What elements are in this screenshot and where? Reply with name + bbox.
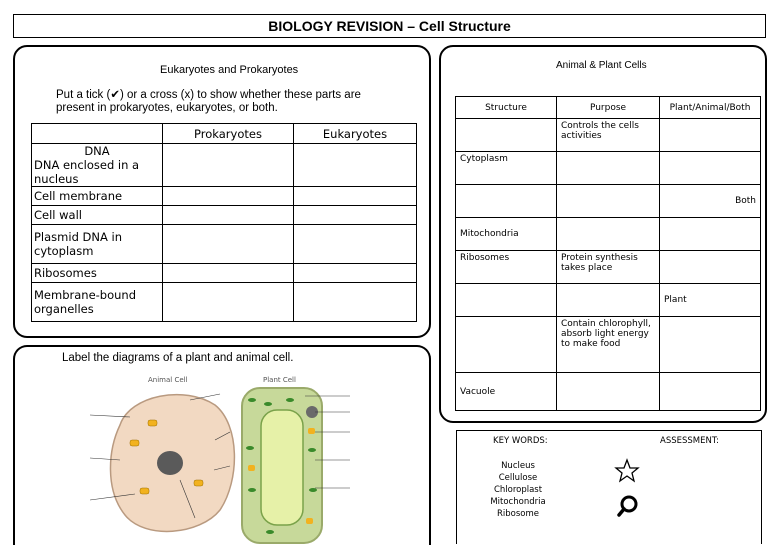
where-cell[interactable] (660, 152, 761, 185)
row-label-cell-wall: Cell wall (32, 206, 163, 225)
col-purpose: Purpose (557, 97, 660, 119)
tick-cell[interactable] (163, 264, 294, 283)
structure-cell[interactable] (456, 185, 557, 218)
where-cell[interactable] (660, 317, 761, 373)
tick-cell[interactable] (163, 206, 294, 225)
cell-diagrams (90, 370, 350, 545)
where-cell: Both (660, 185, 761, 218)
tick-cell[interactable] (163, 283, 294, 322)
prokaryote-eukaryote-table (31, 123, 417, 322)
col-plant-animal-both: Plant/Animal/Both (660, 97, 761, 119)
purpose-cell: Protein synthesis takes place (557, 251, 660, 284)
left-panel-instruction: Put a tick (✔) or a cross (x) to show whether these parts are present in prokaryotes, eukaryotes, or both. (56, 89, 361, 114)
row-label-plasmid: Plasmid DNA in cytoplasm (32, 225, 163, 264)
magnifier-icon (616, 494, 640, 518)
keyword-list (478, 460, 558, 520)
tick-cell[interactable] (294, 225, 417, 264)
col-structure: Structure (456, 97, 557, 119)
diagram-instruction: Label the diagrams of a plant and animal cell. (62, 352, 294, 364)
page-title: BIOLOGY REVISION – Cell Structure (13, 14, 766, 38)
tick-cell[interactable] (163, 144, 294, 187)
table-header-eukaryotes: Eukaryotes (294, 124, 417, 144)
animal-nucleus (157, 451, 183, 475)
assessment-heading: ASSESSMENT: (660, 436, 719, 446)
row-label-dna-nucleus: DNA enclosed in a nucleus (34, 158, 140, 186)
purpose-cell: Controls the cells activities (557, 119, 660, 152)
where-cell[interactable] (660, 251, 761, 284)
plant-cell-label: Plant Cell (263, 376, 296, 384)
star-outline-icon (614, 458, 640, 484)
purpose-cell[interactable] (557, 152, 660, 185)
tick-cell[interactable] (294, 283, 417, 322)
where-cell[interactable] (660, 119, 761, 152)
cell-structure-table (455, 96, 761, 411)
purpose-cell[interactable] (557, 373, 660, 411)
tick-cell[interactable] (294, 206, 417, 225)
plant-vacuole (261, 410, 303, 525)
structure-cell: Ribosomes (456, 251, 557, 284)
tick-cell[interactable] (294, 264, 417, 283)
row-label-cell-membrane: Cell membrane (32, 187, 163, 206)
purpose-cell: Contain chlorophyll, absorb light energy to make food (557, 317, 660, 373)
structure-cell[interactable] (456, 119, 557, 152)
row-label-dna: DNA (84, 144, 110, 158)
where-cell: Plant (660, 284, 761, 317)
keyword-item: Cellulose (498, 473, 538, 483)
keyword-item: Ribosome (496, 509, 539, 519)
tick-cell[interactable] (163, 187, 294, 206)
purpose-cell[interactable] (557, 185, 660, 218)
right-panel-heading: Animal & Plant Cells (556, 60, 647, 71)
table-row-label (32, 144, 163, 187)
structure-cell: Cytoplasm (456, 152, 557, 185)
animal-cell-label: Animal Cell (148, 376, 188, 384)
where-cell[interactable] (660, 373, 761, 411)
row-label-ribosomes: Ribosomes (32, 264, 163, 283)
table-header-prokaryotes: Prokaryotes (163, 124, 294, 144)
keyword-item: Mitochondria (490, 497, 546, 507)
tick-cell[interactable] (294, 144, 417, 187)
table-header-blank (32, 124, 163, 144)
structure-cell: Mitochondria (456, 218, 557, 251)
purpose-cell[interactable] (557, 284, 660, 317)
structure-cell[interactable] (456, 284, 557, 317)
structure-cell[interactable] (456, 317, 557, 373)
structure-cell: Vacuole (456, 373, 557, 411)
tick-cell[interactable] (294, 187, 417, 206)
keyword-item: Nucleus (501, 461, 535, 471)
purpose-cell[interactable] (557, 218, 660, 251)
tick-cell[interactable] (163, 225, 294, 264)
row-label-membrane-organelles: Membrane-bound organelles (32, 283, 163, 322)
where-cell[interactable] (660, 218, 761, 251)
keyword-item: Chloroplast (493, 485, 543, 495)
left-panel-heading: Eukaryotes and Prokaryotes (160, 64, 299, 76)
keywords-heading: KEY WORDS: (493, 436, 548, 446)
